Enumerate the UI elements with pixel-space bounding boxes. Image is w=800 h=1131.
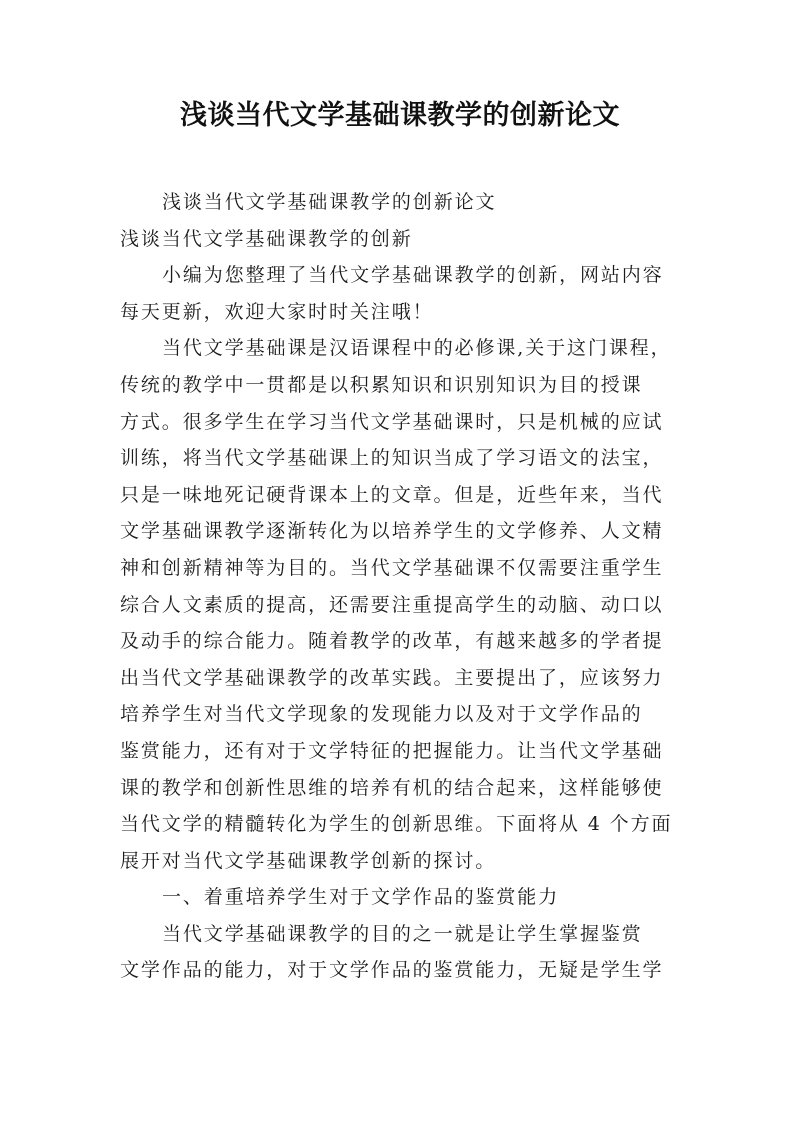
text-line: 展开对当代文学基础课教学创新的探讨。	[120, 849, 497, 872]
text-line: 综合人文素质的提高，还需要注重提高学生的动脑、动口以	[120, 593, 664, 616]
text-line: 鉴赏能力，还有对于文学特征的把握能力。让当代文学基础	[120, 739, 664, 762]
text-line: 传统的教学中一贯都是以积累知识和识别知识为目的授课	[120, 373, 643, 396]
text-line: 神和创新精神等为目的。当代文学基础课不仅需要注重学生	[120, 556, 664, 579]
text-line: 培养学生对当代文学现象的发现能力以及对于文学作品的	[120, 703, 643, 726]
section-heading: 一、着重培养学生对于文学作品的鉴赏能力	[162, 886, 560, 909]
text-line: 出当代文学基础课教学的改革实践。主要提出了，应该努力	[120, 666, 664, 689]
page-title: 浅谈当代文学基础课教学的创新论文	[180, 100, 620, 131]
text-line: 只是一味地死记硬背课本上的文章。但是，近些年来，当代	[120, 483, 664, 506]
text-line: 文学作品的能力，对于文学作品的鉴赏能力，无疑是学生学	[120, 959, 664, 982]
document-body	[120, 184, 682, 989]
text-line: 当代文学的精髓转化为学生的创新思维。下面将从 4 个方面	[120, 813, 673, 836]
text-line: 及动手的综合能力。随着教学的改革，有越来越多的学者提	[120, 630, 664, 653]
text-line: 当代文学基础课是汉语课程中的必修课,关于这门课程，	[162, 337, 672, 360]
text-line: 方式。很多学生在学习当代文学基础课时，只是机械的应试	[120, 410, 664, 433]
text-line: 当代文学基础课教学的目的之一就是让学生掌握鉴赏	[162, 922, 643, 945]
text-line: 每天更新，欢迎大家时时关注哦！	[120, 300, 434, 323]
text-line: 浅谈当代文学基础课教学的创新	[120, 227, 413, 250]
text-line: 课的教学和创新性思维的培养有机的结合起来，这样能够使	[120, 776, 664, 799]
text-line: 小编为您整理了当代文学基础课教学的创新，网站内容	[162, 264, 664, 287]
text-line: 文学基础课教学逐渐转化为以培养学生的文学修养、人文精	[120, 520, 664, 543]
text-line: 浅谈当代文学基础课教学的创新论文	[162, 191, 497, 213]
text-line: 训练，将当代文学基础课上的知识当成了学习语文的法宝，	[120, 447, 664, 470]
